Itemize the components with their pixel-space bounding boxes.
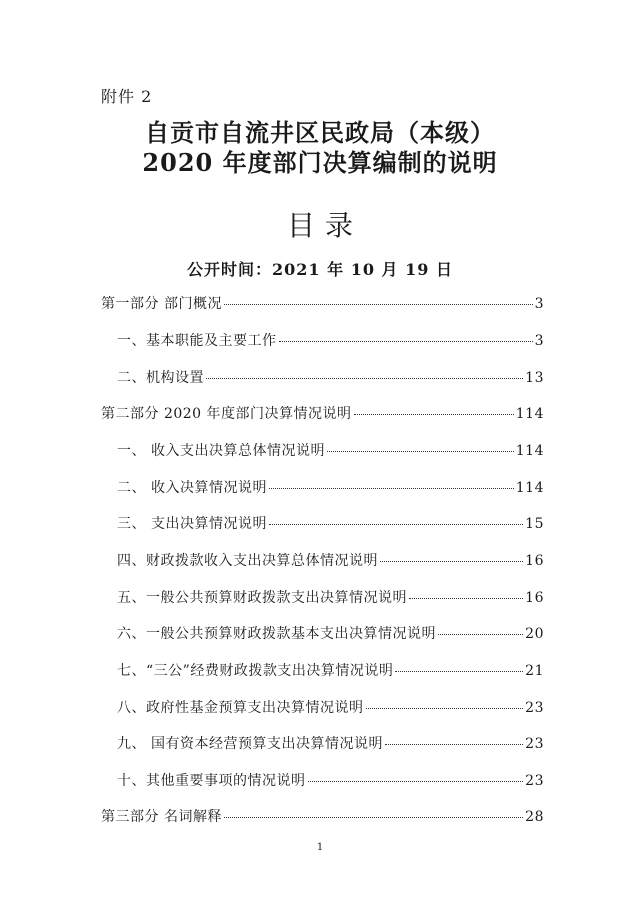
- toc-entry-page: 21: [525, 663, 544, 679]
- toc-entry-part1[interactable]: [101, 293, 544, 313]
- dot-leader: [224, 304, 533, 305]
- toc-entry-page: 23: [525, 736, 544, 752]
- toc-entry-label: 二、 收入决算情况说明: [117, 480, 267, 496]
- dot-leader: [224, 817, 523, 818]
- toc-entry-label: 第二部分 2020 年度部门决算情况说明: [101, 406, 352, 422]
- toc-entry-part3[interactable]: [101, 806, 544, 826]
- toc-entry-label: 一、基本职能及主要工作: [117, 333, 277, 349]
- toc-heading: 目录: [286, 209, 363, 242]
- toc-entry-page: 23: [525, 700, 544, 716]
- toc-entry-page: 16: [525, 590, 544, 606]
- toc-entry-page: 13: [525, 370, 544, 386]
- toc-entry-label: 一、 收入支出决算总体情况说明: [117, 443, 325, 459]
- toc-entry-label: 八、政府性基金预算支出决算情况说明: [117, 700, 364, 716]
- dot-leader: [438, 634, 523, 635]
- dot-leader: [269, 524, 523, 525]
- dot-leader: [327, 451, 514, 452]
- toc-entry-label: 第三部分 名词解释: [101, 809, 222, 825]
- toc-entry-page: 114: [515, 443, 544, 459]
- toc-entry-label: 四、财政拨款收入支出决算总体情况说明: [117, 553, 378, 569]
- toc-entry-2-9[interactable]: [117, 733, 544, 753]
- toc-entry-page: 16: [525, 553, 544, 569]
- dot-leader: [308, 781, 524, 782]
- toc-entry-label: 三、 支出决算情况说明: [117, 516, 267, 532]
- page-number: 1: [316, 842, 324, 853]
- toc-entry-2-8[interactable]: [117, 697, 544, 717]
- toc-entry-label: 二、机构设置: [117, 370, 204, 386]
- toc-entry-2-10[interactable]: [117, 770, 544, 790]
- toc-entry-2-2[interactable]: [117, 477, 544, 497]
- document-title-line2: 2020 年度部门决算编制的说明: [142, 148, 498, 177]
- toc-entry-page: 28: [525, 809, 544, 825]
- dot-leader: [206, 378, 523, 379]
- toc-entry-2-6[interactable]: [117, 623, 544, 643]
- toc-entry-1-1[interactable]: [117, 330, 544, 350]
- document-title-line1: 自贡市自流井区民政局（本级）: [145, 118, 495, 147]
- attachment-label: 附件 2: [101, 87, 153, 106]
- toc-entry-2-3[interactable]: [117, 513, 544, 533]
- toc-entry-page: 114: [515, 480, 544, 496]
- toc-entry-page: 23: [525, 773, 544, 789]
- toc-entry-2-5[interactable]: [117, 587, 544, 607]
- toc-entry-label: 第一部分 部门概况: [101, 296, 222, 312]
- toc-entry-label: 七、“三公”经费财政拨款支出决算情况说明: [117, 663, 394, 679]
- toc-entry-page: 15: [525, 516, 544, 532]
- toc-entry-label: 十、其他重要事项的情况说明: [117, 773, 306, 789]
- dot-leader: [380, 561, 523, 562]
- dot-leader: [409, 598, 523, 599]
- toc-entry-page: 3: [534, 296, 544, 312]
- dot-leader: [279, 341, 533, 342]
- dot-leader: [395, 671, 523, 672]
- toc-entry-2-1[interactable]: [117, 440, 544, 460]
- dot-leader: [269, 488, 514, 489]
- dot-leader: [385, 744, 523, 745]
- toc-entry-label: 九、 国有资本经营预算支出决算情况说明: [117, 736, 383, 752]
- toc-entry-1-2[interactable]: [117, 367, 544, 387]
- toc-entry-2-4[interactable]: [117, 550, 544, 570]
- toc-entry-part2[interactable]: [101, 403, 544, 423]
- toc-entry-page: 3: [534, 333, 544, 349]
- dot-leader: [354, 414, 514, 415]
- toc-entry-label: 五、一般公共预算财政拨款支出决算情况说明: [117, 590, 407, 606]
- toc-entry-page: 20: [525, 626, 544, 642]
- toc-entry-label: 六、一般公共预算财政拨款基本支出决算情况说明: [117, 626, 436, 642]
- publish-time: 公开时间：2021 年 10 月 19 日: [187, 260, 453, 279]
- dot-leader: [366, 708, 524, 709]
- toc-entry-page: 114: [515, 406, 544, 422]
- toc-entry-2-7[interactable]: [117, 660, 544, 680]
